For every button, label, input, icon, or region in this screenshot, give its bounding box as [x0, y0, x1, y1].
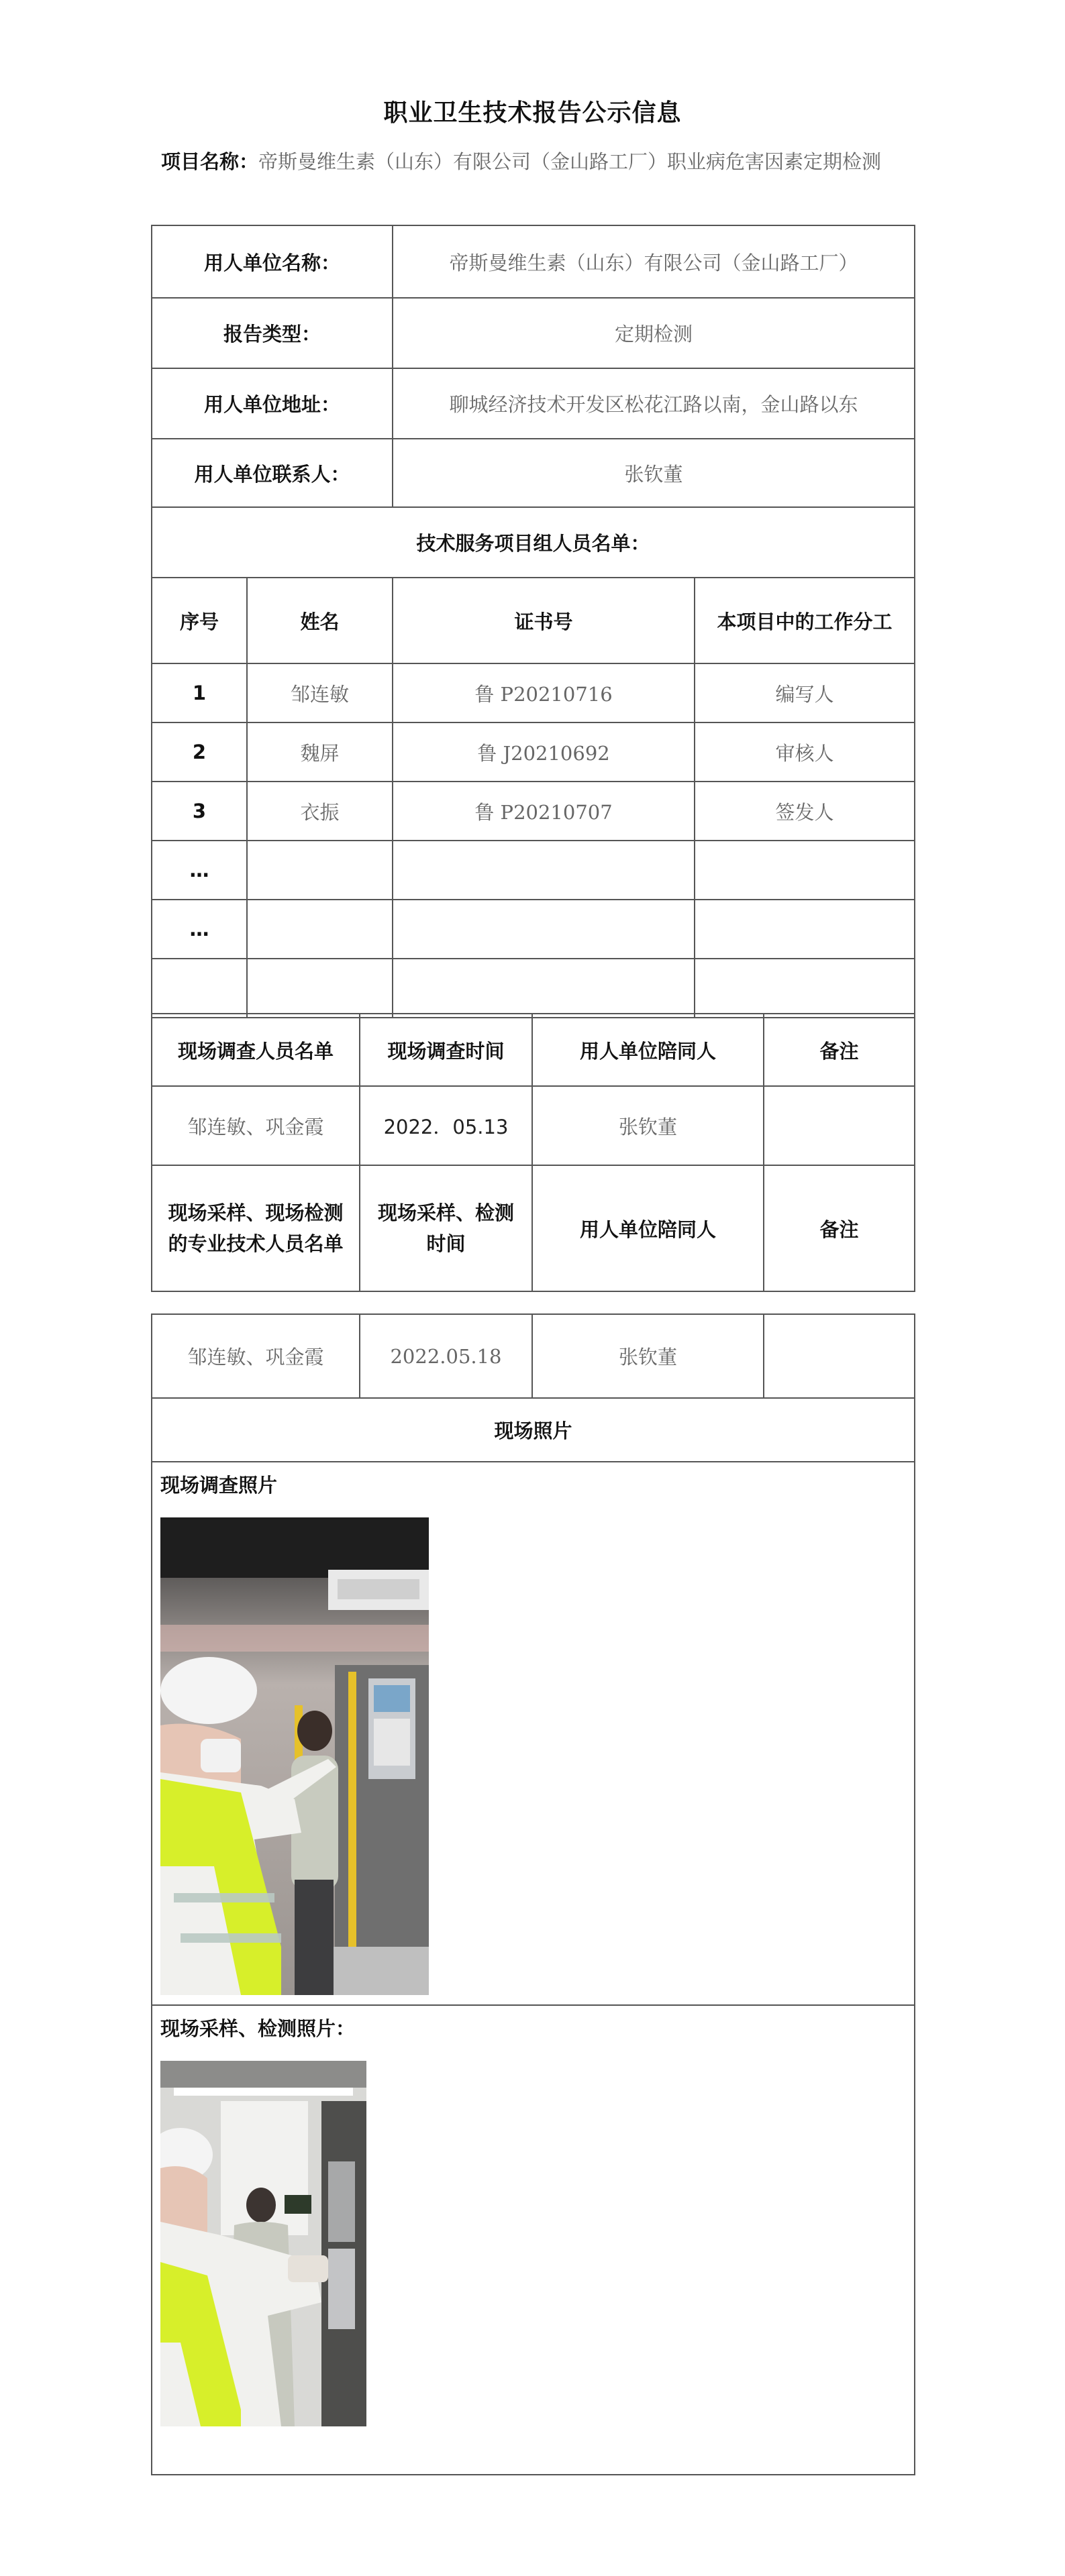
member-name: 邹连敏 — [247, 663, 393, 722]
project-value: 帝斯曼维生素（山东）有限公司（金山路工厂）职业病危害因素定期检测 — [258, 150, 882, 173]
survey-row — [152, 1086, 915, 1165]
info-table — [151, 225, 915, 1018]
info-label: 用人单位联系人： — [152, 439, 393, 507]
survey-table — [151, 1013, 915, 1292]
member-name — [247, 959, 393, 1018]
sampling-header-row — [152, 1165, 915, 1291]
row-number — [152, 959, 247, 1018]
sampling-header: 用人单位陪同人 — [532, 1165, 764, 1291]
info-row — [152, 225, 915, 298]
member-role — [695, 959, 915, 1018]
member-cert — [393, 900, 695, 959]
sampling-header: 现场采样、检测时间 — [360, 1165, 532, 1291]
member-role: 编写人 — [695, 663, 915, 722]
sampling-header: 现场采样、现场检测的专业技术人员名单 — [152, 1165, 360, 1291]
row-number: … — [152, 900, 247, 959]
info-row — [152, 439, 915, 507]
page-title: 职业卫生技术报告公示信息 — [383, 99, 682, 127]
member-role: 审核人 — [695, 722, 915, 782]
info-label: 用人单位名称： — [152, 225, 393, 298]
member-role: 签发人 — [695, 782, 915, 841]
survey-header: 用人单位陪同人 — [532, 1014, 764, 1086]
table-row — [152, 959, 915, 1018]
member-name: 衣振 — [247, 782, 393, 841]
info-row — [152, 298, 915, 368]
team-header: 序号 — [152, 578, 247, 663]
sampling-note — [764, 1314, 915, 1398]
table-row — [152, 663, 915, 722]
team-header: 本项目中的工作分工 — [695, 578, 915, 663]
member-cert: 鲁 P20210707 — [393, 782, 695, 841]
table-row — [152, 900, 915, 959]
sampling-time: 2022.05.18 — [360, 1314, 532, 1398]
info-value: 张钦董 — [393, 439, 915, 507]
team-title: 技术服务项目组人员名单： — [152, 507, 915, 578]
row-number: 2 — [152, 722, 247, 782]
survey-photo — [160, 1517, 429, 1995]
survey-photo-label: 现场调查照片 — [160, 1474, 278, 1497]
project-name — [161, 142, 913, 181]
member-cert — [393, 841, 695, 900]
table-row — [152, 722, 915, 782]
row-number: 3 — [152, 782, 247, 841]
row-number: 1 — [152, 663, 247, 722]
survey-escort: 张钦董 — [532, 1086, 764, 1165]
survey-header: 备注 — [764, 1014, 915, 1086]
member-cert: 鲁 J20210692 — [393, 722, 695, 782]
sampling-header: 备注 — [764, 1165, 915, 1291]
photos-title: 现场照片 — [152, 1398, 915, 1462]
survey-header: 现场调查人员名单 — [152, 1014, 360, 1086]
info-label: 用人单位地址： — [152, 368, 393, 439]
sampling-photo-cell — [152, 2005, 915, 2475]
team-header: 姓名 — [247, 578, 393, 663]
survey-header: 现场调查时间 — [360, 1014, 532, 1086]
survey-photo-cell — [152, 1462, 915, 2005]
info-row — [152, 368, 915, 439]
member-role — [695, 841, 915, 900]
team-header: 证书号 — [393, 578, 695, 663]
info-label: 报告类型： — [152, 298, 393, 368]
sampling-people: 邹连敏、巩金霞 — [152, 1314, 360, 1398]
table-row — [152, 841, 915, 900]
sampling-row — [152, 1314, 915, 1398]
team-header-row — [152, 578, 915, 663]
sampling-escort: 张钦董 — [532, 1314, 764, 1398]
member-cert — [393, 959, 695, 1018]
project-label: 项目名称： — [161, 150, 259, 173]
photos-table — [151, 1313, 915, 2475]
info-value: 聊城经济技术开发区松花江路以南，金山路以东 — [393, 368, 915, 439]
survey-people: 邹连敏、巩金霞 — [152, 1086, 360, 1165]
member-cert: 鲁 P20210716 — [393, 663, 695, 722]
sampling-photo — [160, 2061, 366, 2426]
survey-time: 2022．05.13 — [360, 1086, 532, 1165]
info-value: 帝斯曼维生素（山东）有限公司（金山路工厂） — [393, 225, 915, 298]
table-row — [152, 782, 915, 841]
member-name: 魏屏 — [247, 722, 393, 782]
sampling-photo-label: 现场采样、检测照片： — [160, 2017, 356, 2040]
member-role — [695, 900, 915, 959]
member-name — [247, 900, 393, 959]
member-name — [247, 841, 393, 900]
survey-header-row — [152, 1014, 915, 1086]
info-value: 定期检测 — [393, 298, 915, 368]
survey-note — [764, 1086, 915, 1165]
row-number: … — [152, 841, 247, 900]
